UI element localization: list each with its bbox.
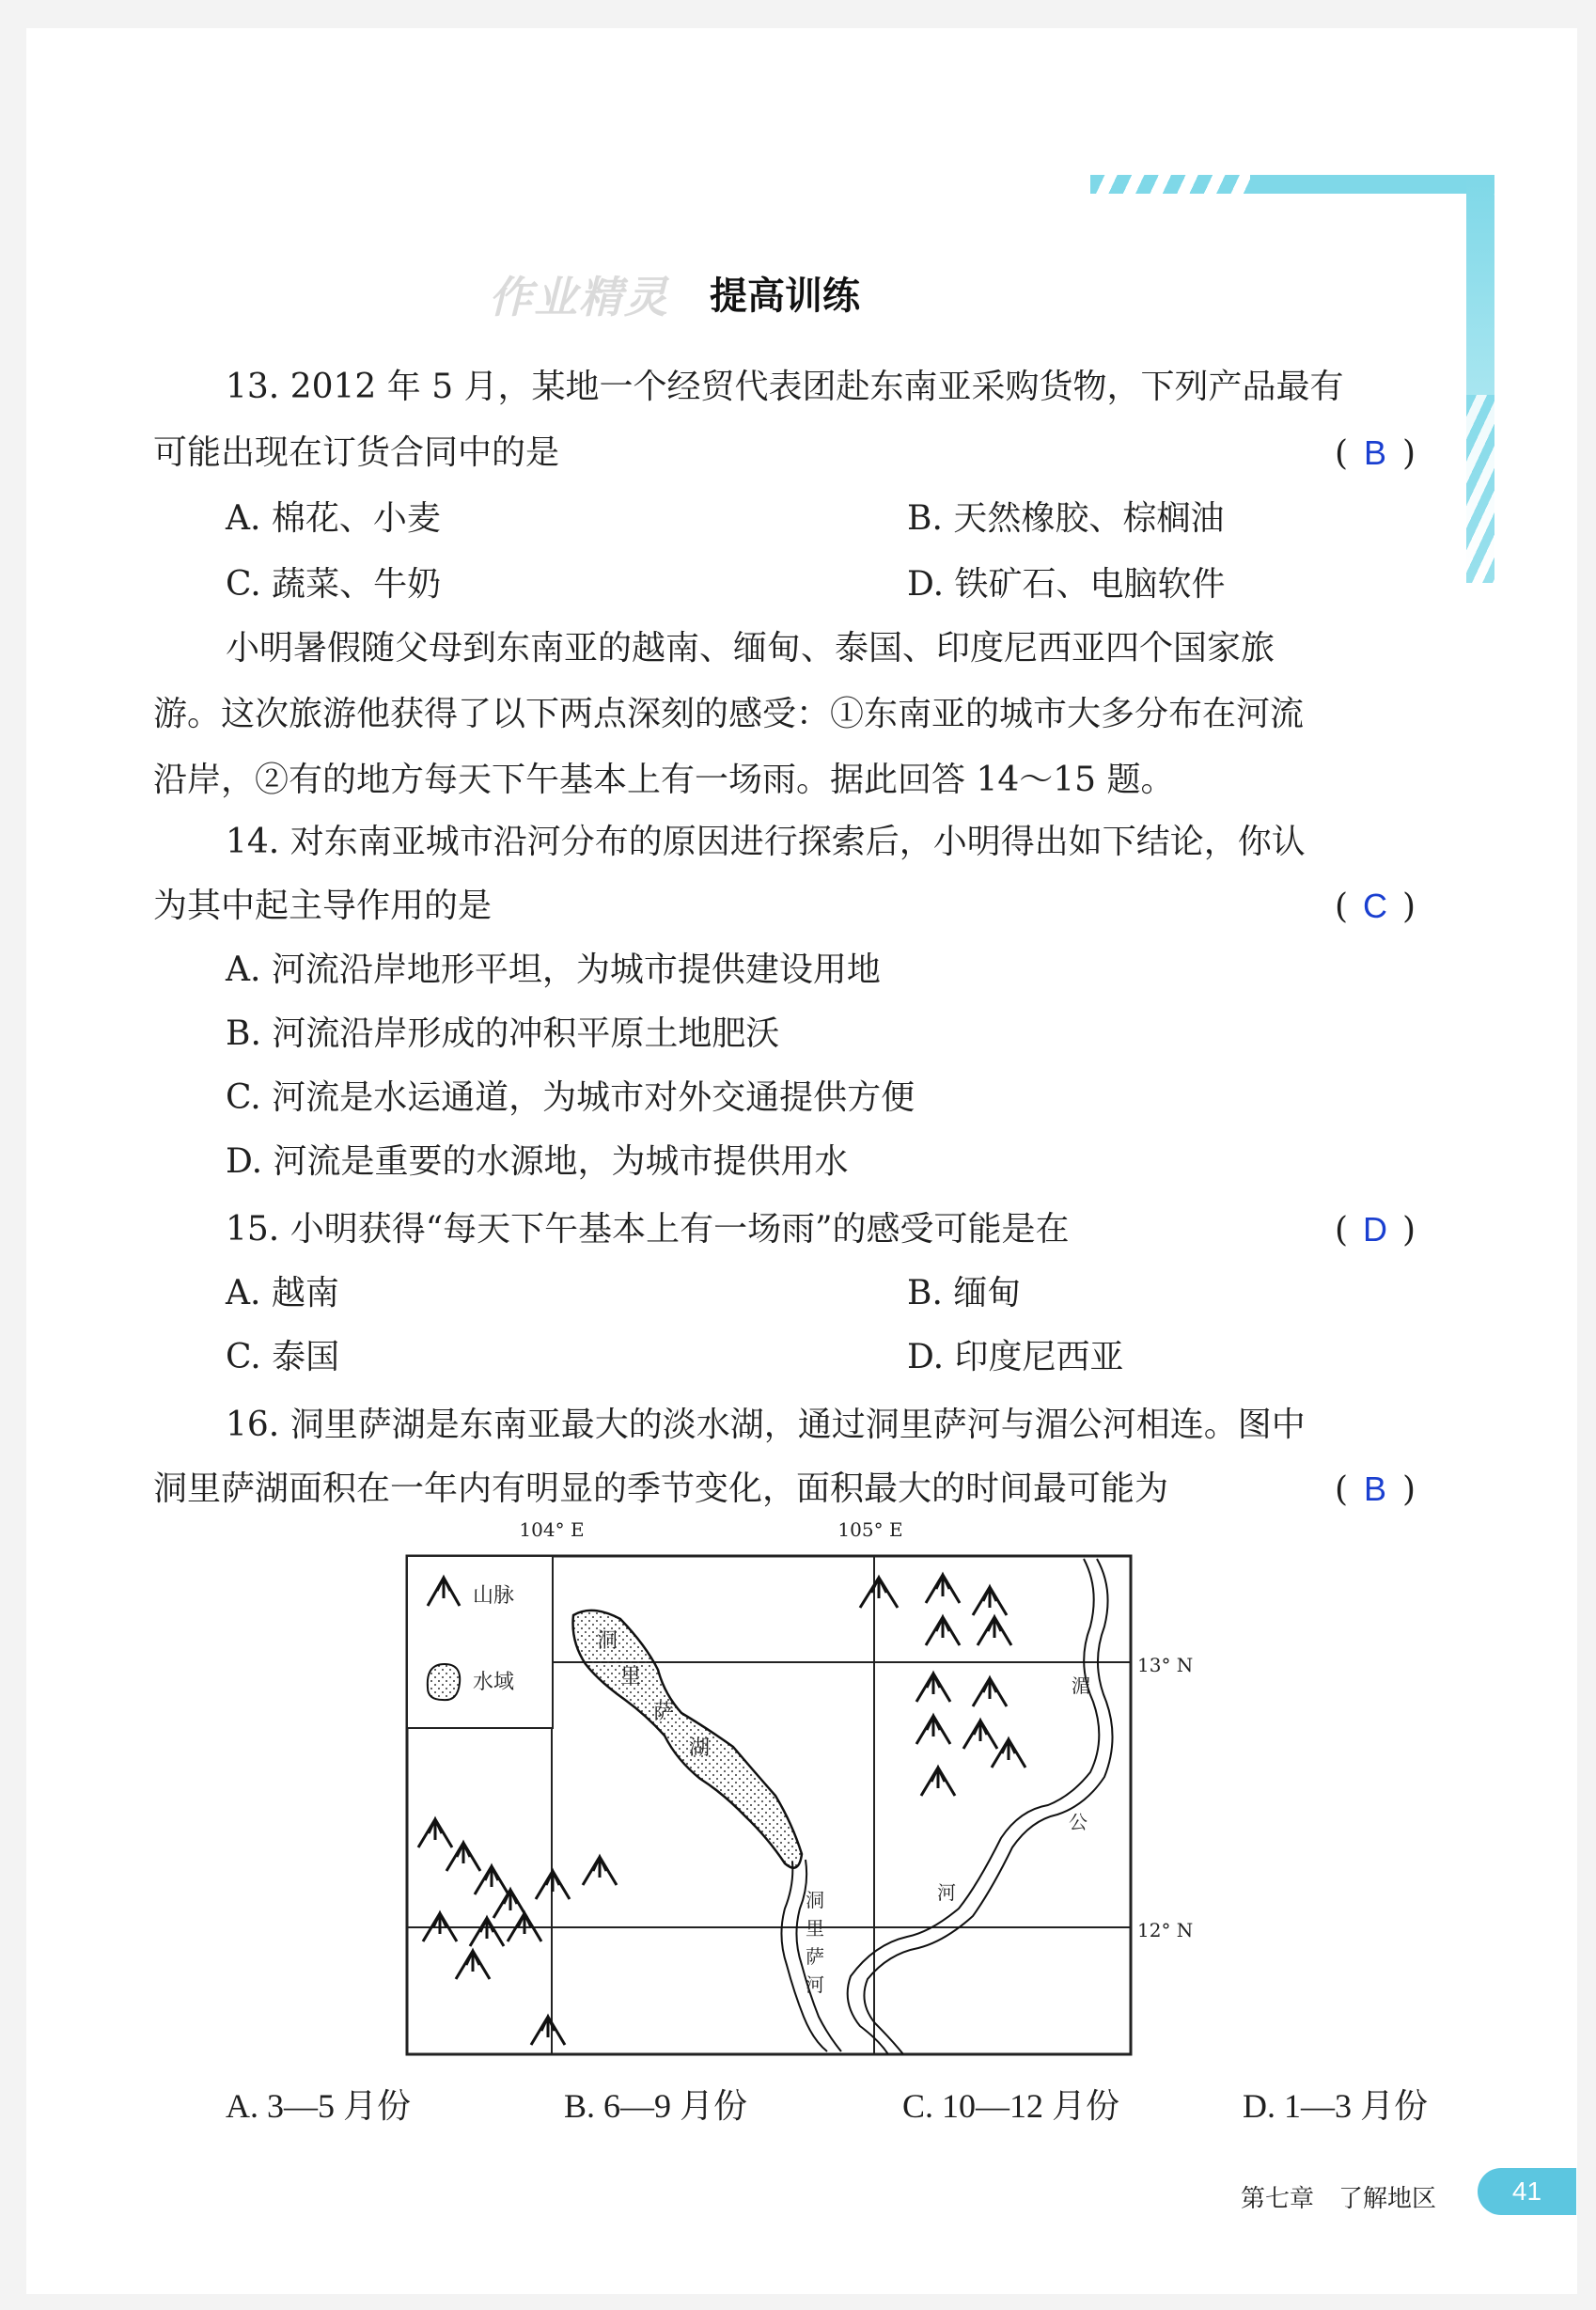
lon-label-105: 105° E [837,1518,903,1541]
section-title: 提高训练 [710,275,860,318]
legend-water-icon [428,1664,460,1700]
q16-line2: 洞里萨湖面积在一年内有明显的季节变化，面积最大的时间最可能为 [153,1469,1169,1508]
q16-answer-letter: B [1364,1469,1387,1508]
q14-option-d: D. 河流是重要的水源地，为城市提供用水 [226,1142,849,1181]
decorative-stripe-solid [1250,175,1494,194]
q15-option-a: A. 越南 [226,1274,339,1312]
river-char-4: 河 [806,1973,824,1996]
lat-label-13: 13° N [1137,1654,1194,1676]
q16-option-a: A. 3—5 月份 [226,2087,411,2125]
q13-answer-letter: B [1364,433,1387,472]
q14-option-b: B. 河流沿岸形成的冲积平原土地肥沃 [226,1014,780,1053]
q13-line2: 可能出现在订货合同中的是 [153,433,560,472]
page-number-badge: 41 [1478,2168,1576,2215]
lake-char-3: 萨 [653,1701,675,1724]
q15-answer: ( D ) [1335,1207,1416,1253]
river-char-2: 里 [806,1917,824,1940]
q16-option-b: B. 6—9 月份 [564,2087,748,2125]
q14-answer: ( C ) [1335,884,1416,930]
passage-line3: 沿岸，②有的地方每天下午基本上有一场雨。据此回答 14～15 题。 [153,761,1175,799]
legend-mountain-label: 山脉 [473,1584,515,1608]
decorative-side-hatch [1466,395,1494,583]
lat-label-12: 12° N [1137,1919,1194,1941]
river-char-1: 洞 [806,1889,824,1911]
q14-option-a: A. 河流沿岸地形平坦，为城市提供建设用地 [226,951,881,989]
q14-line2: 为其中起主导作用的是 [153,887,493,925]
mekong-char-2: 公 [1069,1811,1087,1833]
q13-line1: 13. 2012 年 5 月，某地一个经贸代表团赴东南亚采购货物，下列产品最有 [226,368,1344,406]
tonle-sap-map [399,1514,1194,2059]
q13-option-d: D. 铁矿石、电脑软件 [907,565,1226,604]
river-char-3: 萨 [806,1945,824,1968]
watermark: 作业精灵 [489,272,669,322]
q15-option-d: D. 印度尼西亚 [907,1338,1124,1376]
lake-char-4: 湖 [689,1736,711,1760]
mekong-char-3: 河 [937,1881,956,1904]
footer-chapter: 第七章 了解地区 [1241,2185,1437,2213]
mekong-char-1: 湄 [1072,1674,1090,1697]
q13-answer: ( B ) [1335,431,1416,477]
legend-water-label: 水域 [473,1671,515,1694]
q16-option-d: D. 1—3 月份 [1243,2087,1428,2125]
lon-label-104: 104° E [519,1518,585,1541]
q14-option-c: C. 河流是水运通道，为城市对外交通提供方便 [226,1078,915,1117]
passage-line2: 游。这次旅游他获得了以下两点深刻的感受：①东南亚的城市大多分布在河流 [153,695,1305,733]
q16-line1: 16. 洞里萨湖是东南亚最大的淡水湖，通过洞里萨河与湄公河相连。图中 [226,1406,1306,1444]
q14-line1: 14. 对东南亚城市沿河分布的原因进行探索后，小明得出如下结论，你认 [226,823,1306,861]
passage-line1: 小明暑假随父母到东南亚的越南、缅甸、泰国、印度尼西亚四个国家旅 [226,629,1275,668]
lake-char-2: 里 [620,1665,642,1689]
lake-char-1: 洞 [597,1629,618,1653]
legend-box [407,1556,553,1728]
q16-option-c: C. 10—12 月份 [902,2087,1120,2125]
q13-option-a: A. 棉花、小麦 [226,499,441,538]
q14-answer-letter: C [1363,887,1388,925]
q15-line1: 15. 小明获得“每天下午基本上有一场雨”的感受可能是在 [226,1210,1070,1249]
q15-answer-letter: D [1363,1210,1388,1249]
q13-option-b: B. 天然橡胶、棕榈油 [907,499,1225,538]
q15-option-b: B. 缅甸 [907,1274,1022,1312]
q16-answer: ( B ) [1335,1467,1416,1513]
q15-option-c: C. 泰国 [226,1338,340,1376]
q13-option-c: C. 蔬菜、牛奶 [226,565,442,604]
